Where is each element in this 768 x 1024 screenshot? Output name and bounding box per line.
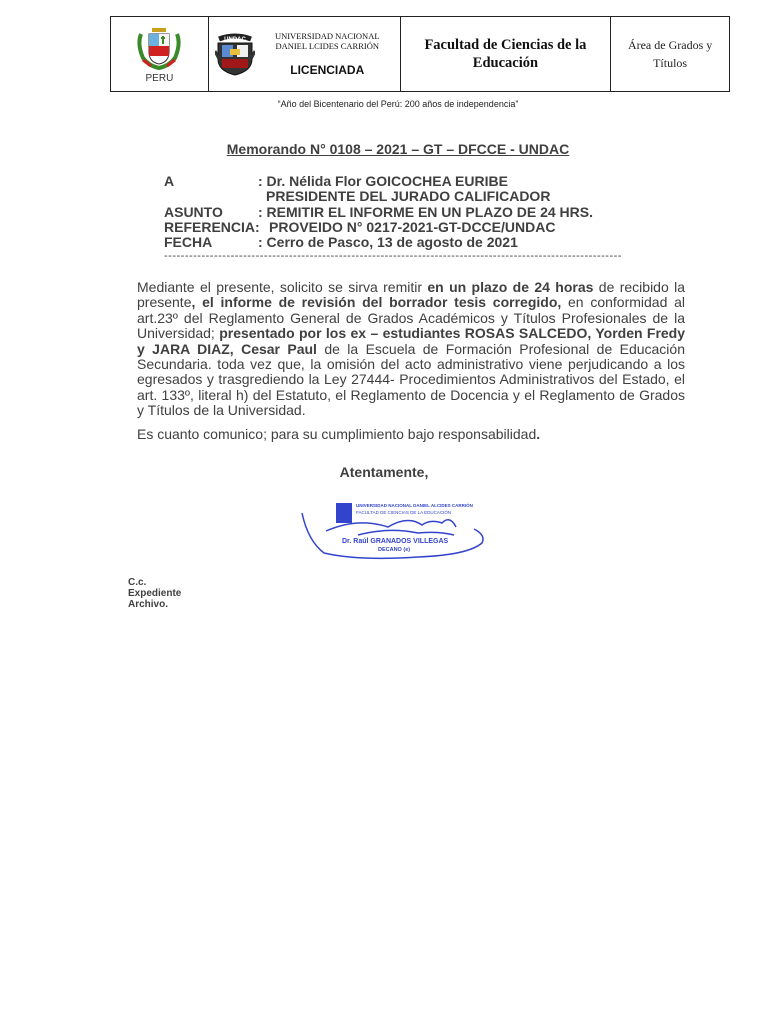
separator-line: -------------------------------------------------------------------------------------------------------------- (164, 250, 622, 262)
stamp-dean-name: Dr. Raúl GRANADOS VILLEGAS (342, 538, 449, 545)
cc-label: C.c. (128, 577, 147, 588)
salutation: Atentamente, (339, 464, 429, 480)
year-motto: “Año del Bicentenario del Perú: 200 años de independencia” (277, 99, 519, 109)
cc-file: Expediente (128, 588, 182, 599)
letterhead-table (110, 16, 730, 92)
body-text: de recibido la presente (137, 279, 686, 311)
area-name-line2: Títulos (653, 56, 688, 70)
peru-emblem-cell (111, 17, 209, 92)
dean-signature-stamp (298, 497, 490, 563)
date-field (164, 234, 518, 250)
body-text: en conformidad al art.23º del Reglamento General de Grados Académicos y Títulos Profesionales de la Universidad; (137, 294, 685, 342)
cc-archive: Archivo. (128, 599, 169, 610)
undac-logo-text: UNDAC (224, 37, 246, 43)
closing-period: . (536, 426, 541, 442)
to-value: : Dr. Nélida Flor GOICOCHEA EURIBE (258, 173, 508, 189)
body-bold-report: , el informe de revisión del borrador tesis corregido, (191, 294, 562, 311)
faculty-name-line2: Educación (472, 55, 539, 71)
closing-text: Es cuanto comunico; para su cumplimiento bajo responsabilidad (137, 426, 537, 442)
faculty-cell (400, 17, 611, 92)
stamp-shield-icon (336, 503, 352, 523)
undac-shield-icon (215, 31, 255, 77)
closing-sentence (137, 426, 540, 442)
licensed-label: LICENCIADA (290, 63, 365, 77)
subject-label: ASUNTO (164, 204, 223, 220)
stamp-dean-role: DECANO (e) (378, 547, 411, 553)
date-label: FECHA (164, 234, 213, 250)
subject-field (164, 204, 593, 220)
memo-body-paragraph (137, 280, 685, 419)
university-name-line1: UNIVERSIDAD NACIONAL (274, 31, 380, 41)
university-cell (208, 17, 400, 92)
reference-label: REFERENCIA: (164, 219, 260, 235)
memo-title: Memorando N° 0108 – 2021 – GT – DFCCE - UNDAC (226, 141, 570, 157)
date-value: : Cerro de Pasco, 13 de agosto de 2021 (258, 234, 518, 250)
stamp-faculty: FACULTAD DE CIENCIAS DE LA EDUCACIÓN (356, 510, 452, 515)
area-cell (611, 17, 730, 92)
reference-field (164, 219, 556, 235)
to-label: A (164, 173, 175, 189)
faculty-name-line1: Facultad de Ciencias de la (424, 37, 587, 53)
body-text: de la Escuela de Formación Profesional de Educación Secundaria. toda vez que, la omisión del acto administrativo viene perjudicando a los egresados y trasgrediendo la Ley 27444- Procedimientos Administrativos del Estado, el art. 133º, literal h) del Estatuto, el Reglamento de Docencia y el Reglamento de Grados y Títulos de la Universidad. (137, 340, 685, 419)
subject-value: : REMITIR EL INFORME EN UN PLAZO DE 24 HRS. (258, 204, 593, 220)
stamp-university: UNIVERSIDAD NACIONAL DANIEL ALCIDES CARRIÓN (356, 503, 473, 508)
body-text: Mediante el presente, solicito se sirva remitir (137, 279, 428, 295)
to-value-line2: PRESIDENTE DEL JURADO CALIFICADOR (266, 188, 551, 204)
university-name-line2: DANIEL LCIDES CARRIÓN (275, 41, 380, 51)
reference-value: PROVEIDO N° 0217-2021-GT-DCCE/UNDAC (269, 219, 556, 235)
peru-coat-of-arms-icon (135, 24, 183, 70)
body-bold-students: presentado por los ex – estudiantes ROSAS SALCEDO, Yorden Fredy y JARA DIAZ, Cesar Paul (137, 325, 686, 357)
area-name-line1: Área de Grados y (627, 38, 713, 52)
to-field (164, 173, 508, 189)
body-bold-deadline: en un plazo de 24 horas (427, 279, 594, 295)
emblem-caption: PERU (145, 73, 174, 84)
